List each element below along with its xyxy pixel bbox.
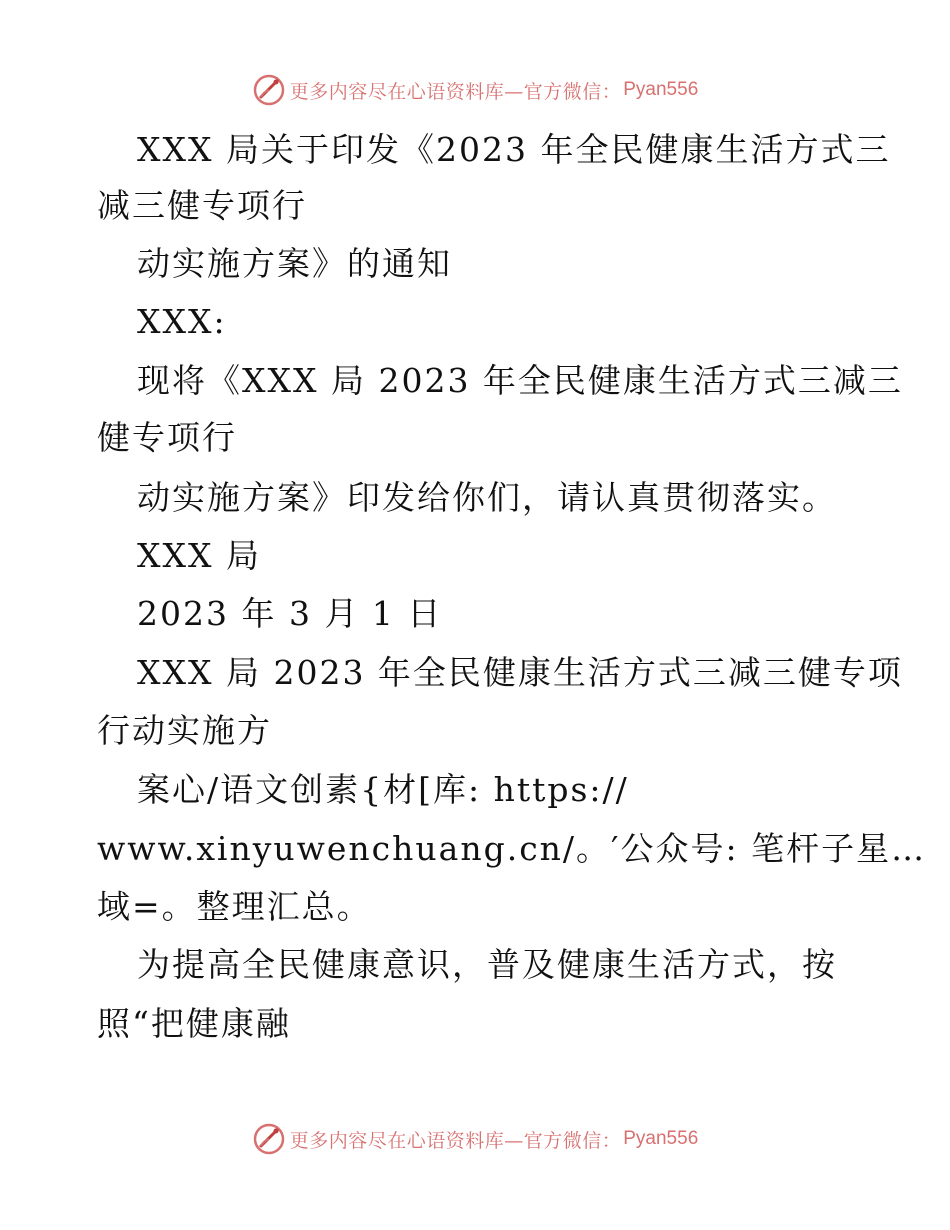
header-watermark: [0, 72, 950, 108]
addressee: XXX:: [137, 302, 227, 341]
body-line: 现将《XXX 局 2023 年全民健康生活方式三减三: [137, 361, 903, 400]
section-title: XXX 局 2023 年全民健康生活方式三减三健专项: [137, 653, 903, 692]
brush-logo-icon: [252, 73, 286, 107]
signature: XXX 局: [137, 536, 261, 575]
body-line: 案心/语文创素{材[库: https://: [137, 770, 629, 809]
title-line: XXX 局关于印发《2023 年全民健康生活方式三: [137, 130, 891, 169]
body-line: 为提高全民健康意识，普及健康生活方式，按: [137, 945, 837, 984]
banner-wechat-id: Pyan556: [623, 1128, 699, 1149]
body-line: 健专项行: [97, 418, 237, 457]
banner-text: 更多内容尽在心语资料库—官方微信：: [289, 80, 622, 103]
section-title: 行动实施方: [97, 711, 272, 750]
body-line: 照“把健康融: [97, 1004, 291, 1043]
brush-logo-icon: [252, 1122, 286, 1156]
body-line: www.xinyuwenchuang.cn/。′公众号: 笔杆子星…: [97, 829, 927, 868]
banner-text: 更多内容尽在心语资料库—官方微信：: [289, 1129, 622, 1152]
title-line: 减三健专项行: [97, 186, 307, 225]
date-line: 2023 年 3 月 1 日: [137, 594, 443, 633]
title-line: 动实施方案》的通知: [137, 244, 452, 283]
body-line: 动实施方案》印发给你们，请认真贯彻落实。: [137, 478, 837, 517]
footer-watermark: [0, 1121, 950, 1157]
body-line: 域=。整理汇总。: [97, 887, 372, 926]
banner-wechat-id: Pyan556: [623, 79, 699, 100]
